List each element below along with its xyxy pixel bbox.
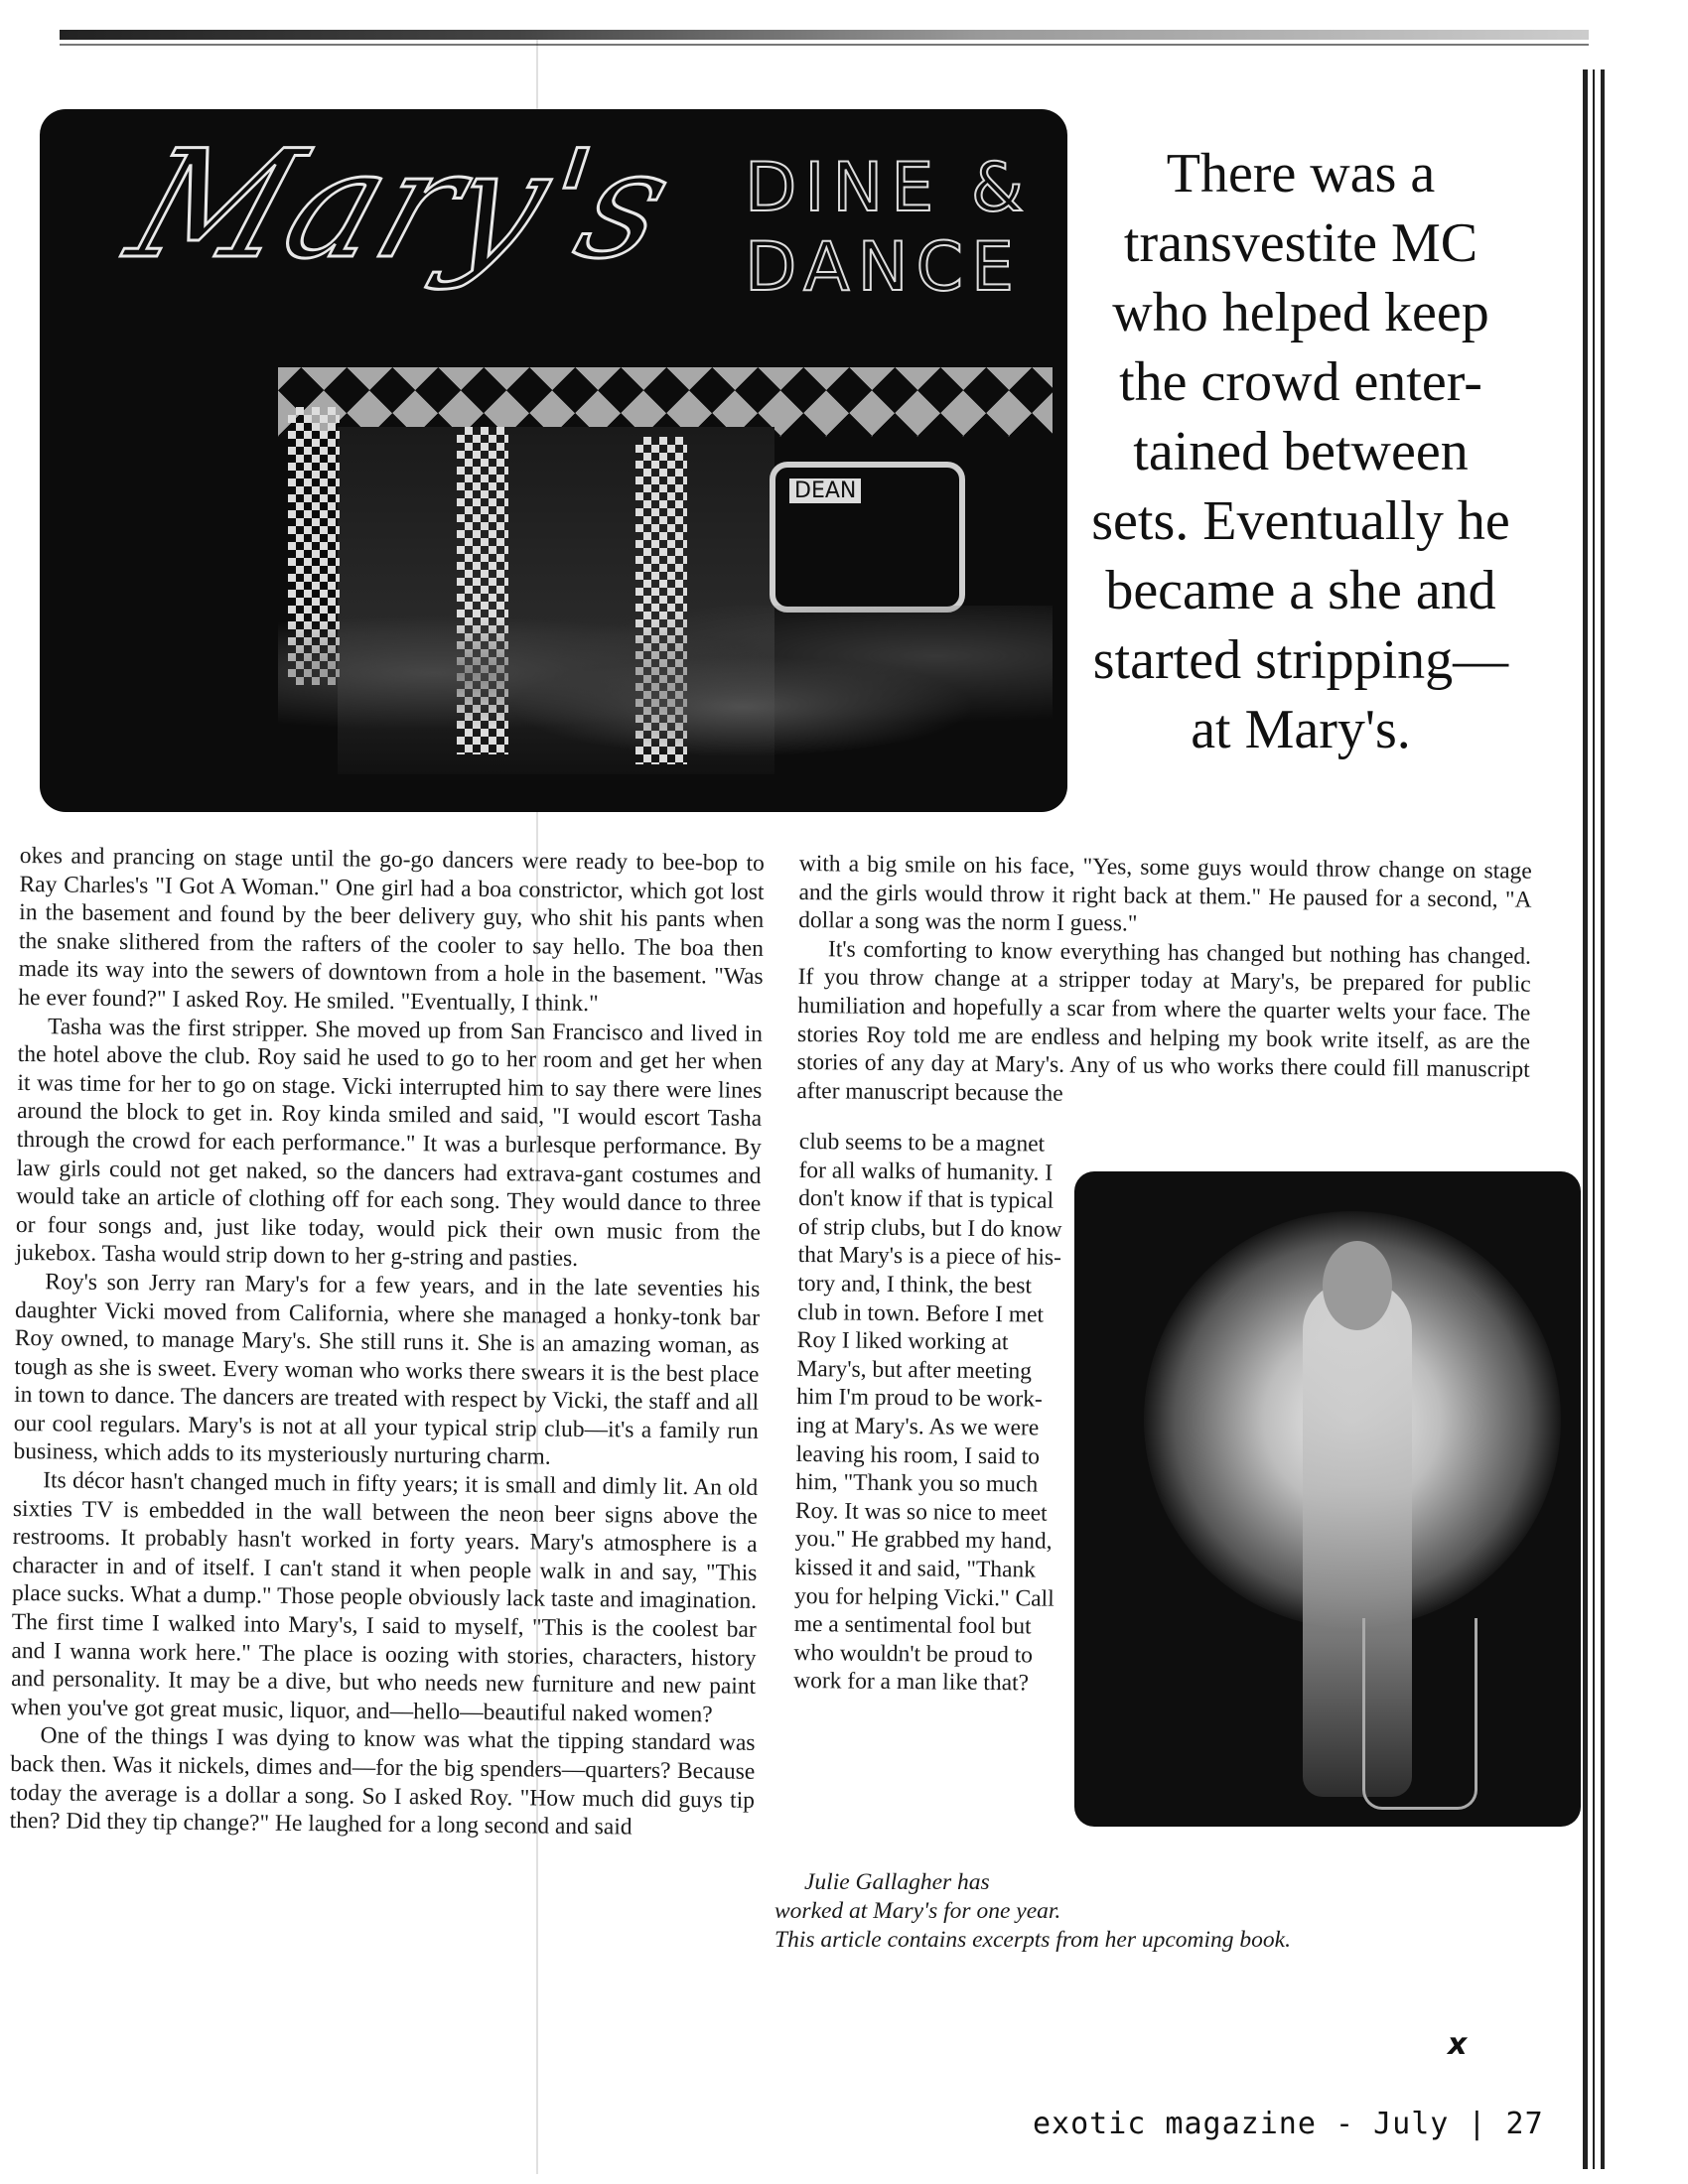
dine-sign-text: DINE & (745, 149, 1032, 227)
article-paragraph: Its décor hasn't changed much in fifty years; it is small and dimly lit. An old sixties TV is embedded in the wall between the neon beer signs above the restrooms. It probably hasn't worked in forty years. Mary's atmosphere is a character in and of itself. I can't stand it when people walk in and say, "This place sucks. What a dump." Those people obviously lack taste and imagination. The first time I walked into Mary's, I said to myself, "This is the coolest bar and I wanna work here." The place is oozing with stories, characters, history and personality. It may be a dive, but who needs new furniture and new paint when you've got great music, liquor, and—hello—beautiful naked women? (10, 1467, 759, 1728)
article-paragraph: Tasha was the first stripper. She moved up from San Francisco and lived in the hotel above the club. Roy said he used to go to her room and get her when it was time for her to go on stage. Vicki interrupted him to say there were lines around the block to get in. Roy kinda smiled and said, "I would escort Tasha through the crowd for each performance." It was a burlesque performance. By law girls could not get naked, so the dancers had extrava-gant costumes and would take an article of clothing off for each song. They would dance to three or four songs and, just like today, would pick their own music from the jukebox. Tasha would strip down to her g-string and pasties. (15, 1013, 764, 1273)
byline-line: worked at Mary's for one year. (774, 1898, 1061, 1924)
pull-quote: There was a transvestite MC who helped keep the crowd enter-tained between sets. Eventually he became a she and started stripping—at Mary's. (1091, 143, 1510, 760)
page-edge-line (1601, 69, 1605, 2169)
byline-line: This article contains excerpts from her upcoming book. (774, 1927, 1291, 1953)
byline-line: Julie Gallagher has (804, 1869, 990, 1895)
article-left-column (10, 842, 765, 1843)
dancer-head (1323, 1241, 1392, 1330)
tv-screen-label: DEAN (789, 478, 861, 503)
top-rule (60, 30, 1589, 40)
top-rule-thin (60, 44, 1589, 46)
marys-neon-sign: Mary's (110, 119, 693, 292)
article-paragraph: club seems to be a magnet for all walks of humanity. I don't know if that is typical of strip clubs, but I do know that Mary's is a piece of his-tory and, I think, the best club in town. Before I met Roy I liked working at Mary's, but after meeting him I'm proud to be work-ing at Mary's. As we were leaving his room, I said to him, "Thank you so much Roy. It was so nice to meet you." He grabbed my hand, kissed it and said, "Thank you for helping Vicki." Call me a sentimental fool but who wouldn't be proud to work for a man like that? (793, 1129, 1062, 1697)
page-footer: exotic magazine - July | 27 (1033, 2107, 1544, 2141)
article-paragraph: with a big smile on his face, "Yes, some guys would throw change on stage and the girls would throw it right back at them." He paused for a second, "A dollar a song was the norm I guess." (798, 850, 1532, 937)
page-edge-line (1593, 69, 1595, 2169)
article-right-column (796, 850, 1532, 1113)
foliage-decor (278, 606, 1053, 774)
chair (1362, 1618, 1477, 1810)
page-edge-line (1583, 69, 1588, 2169)
end-mark: x (1448, 2027, 1468, 2062)
article-paragraph: It's comforting to know everything has changed but nothing has changed. If you throw change at a stripper today at Mary's, be prepared for public humiliation and hopefully a scar from where the quarter welts your face. The stories Roy told me are endless and helping my book write itself, as are the stories of any day at Mary's. Any of us who works there could fill manuscript after manuscript because the (796, 936, 1532, 1107)
marys-sign-photo (40, 109, 1067, 812)
author-byline (774, 1868, 1370, 1955)
article-right-narrow-column (793, 1128, 1072, 1699)
article-paragraph: Roy's son Jerry ran Mary's for a few years, and in the late seventies his daughter Vicki moved from California, where she managed a honky-tonk bar Roy owned, to manage Mary's. She still runs it. She is an amazing woman, as tough as she is sweet. Every woman who works there swears it is the best place in town to dance. The dancers are treated with respect by Vicki, the staff and all our cool regulars. Mary's is not at all your typical strip club—it's a family run business, which adds to its mysteriously nurturing charm. (13, 1269, 761, 1471)
dancer-photo (1074, 1171, 1581, 1827)
dance-sign-text: DANCE (745, 228, 1022, 307)
article-paragraph: One of the things I was dying to know was what the tipping standard was back then. Was it nickels, dimes and—for the big spenders—quarters? Because today the average is a dollar a song. So I asked Roy. "How much did guys tip then? Did they tip change?" He laughed for a long second and said (9, 1722, 756, 1841)
article-paragraph: okes and prancing on stage until the go-go dancers were ready to bee-bop to Ray Charles's "I Got A Woman." One girl had a boa constrictor, which got lost in the basement and found by the beer delivery guy, who shit his pants when the snake slithered from the rafters of the cooler to say hello. The boa then made its way into the sewers of downtown from a hole in the basement. "Was he ever found?" I asked Roy. He smiled. "Eventually, I think." (18, 842, 765, 1018)
